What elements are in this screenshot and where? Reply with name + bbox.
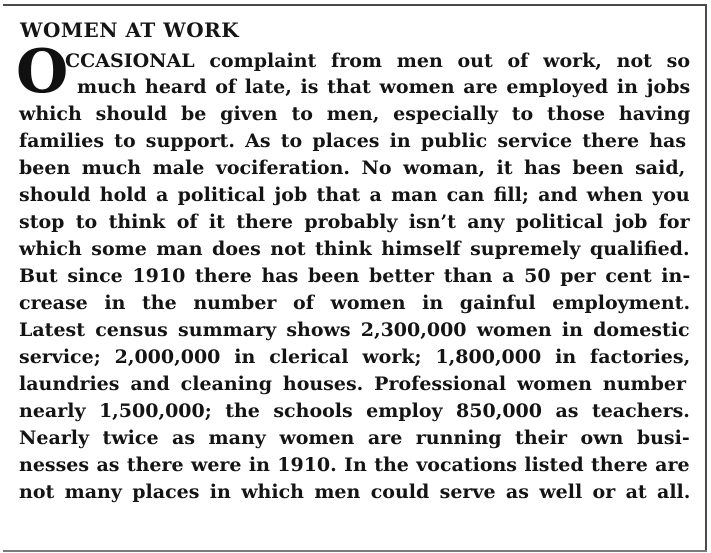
body-line: which should be given to men, especially to those having (19, 103, 691, 125)
bottom-border-rule (3, 550, 707, 552)
body-line: Nearly twice as many women are running their own busi- (19, 427, 690, 449)
body-line: laundries and cleaning houses. Professional women number (19, 373, 686, 395)
body-line: nesses as there were in 1910. In the vocations listed there are (19, 454, 690, 476)
right-border-rule (705, 4, 707, 552)
body-line: Latest census summary shows 2,300,000 women in domestic (19, 319, 690, 341)
drop-cap-letter: O (16, 37, 69, 107)
body-line: which some man does not think himself supremely qualified. (19, 238, 690, 260)
body-line: families to support. As to places in public service there has (19, 130, 687, 152)
body-line: stop to think of it there probably isn’t any political job for (19, 211, 690, 233)
body-line: nearly 1,500,000; the schools employ 850,000 as teachers. (19, 400, 690, 422)
body-line: much heard of late, is that women are employed in jobs (77, 76, 691, 98)
body-line: service; 2,000,000 in clerical work; 1,800,000 in factories, (19, 346, 691, 368)
body-line: But since 1910 there has been better than a 50 per cent in- (19, 265, 691, 287)
body-line: should hold a political job that a man can fill; and when you (19, 184, 690, 206)
body-line: crease in the number of women in gainful employment. (19, 292, 691, 314)
article-headline: WOMEN AT WORK (20, 18, 240, 42)
top-border-rule (3, 4, 706, 6)
body-line: been much male vociferation. No woman, it has been said, (19, 157, 686, 179)
body-line: CCASIONAL complaint from men out of work, not so (65, 50, 691, 72)
body-line: not many places in which men could serve as well or at all. (19, 481, 691, 503)
